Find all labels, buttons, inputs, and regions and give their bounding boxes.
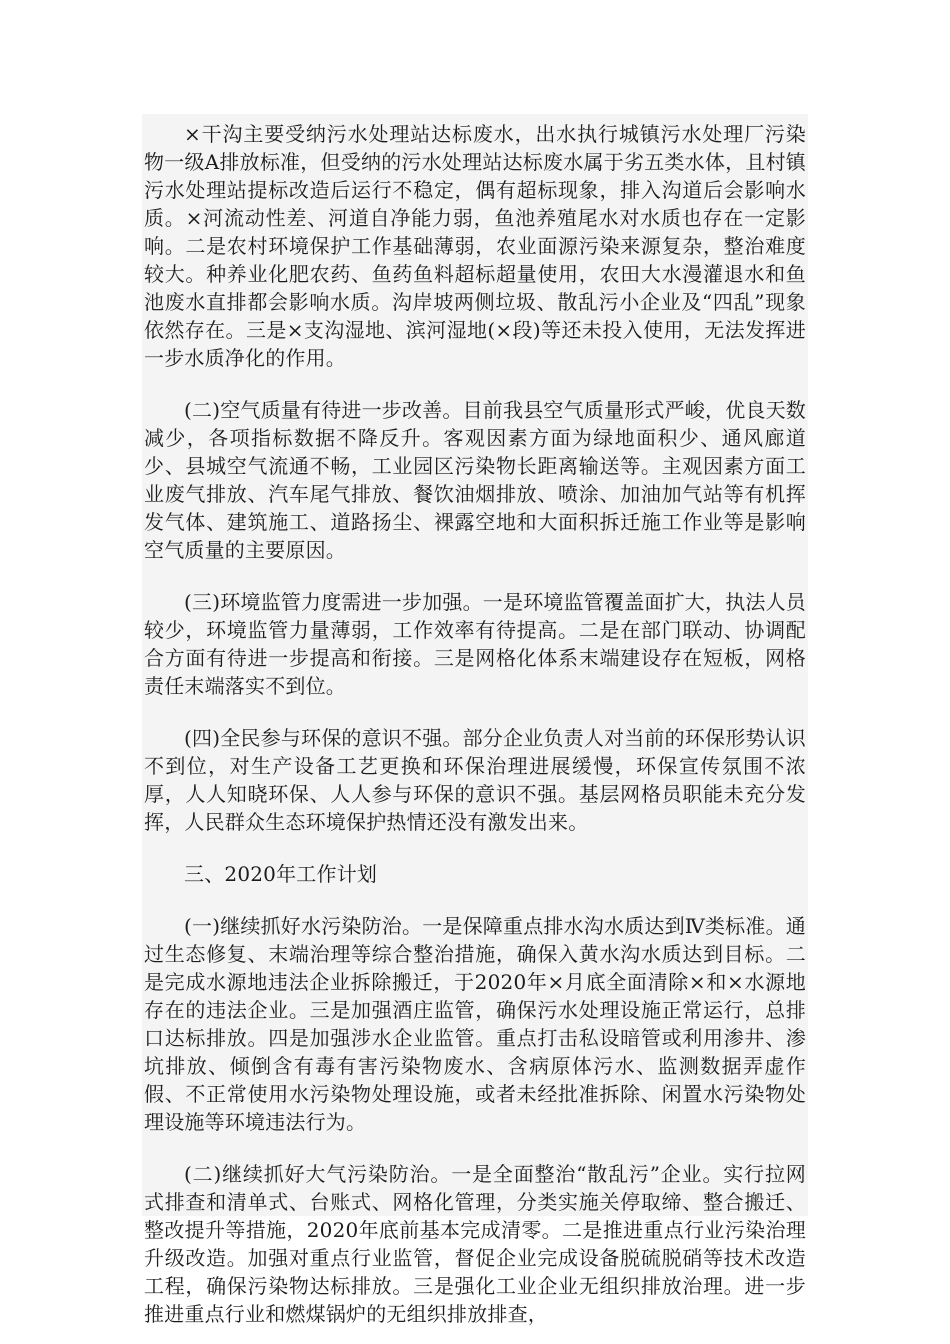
paragraph-water-pollution-prevention: (一)继续抓好水污染防治。一是保障重点排水沟水质达到Ⅳ类标准。通过生态修复、末端治理等综合整治措施，确保入黄水沟水质达到目标。二是完成水源地违法企业拆除搬迁，于2020年×月底全面清除×和×水源地存在的违法企业。三是加强酒庄监管，确保污水处理设施正常运行，总排口达标排放。四是加强涉水企业监管。重点打击私设暗管或利用渗井、渗坑排放、倾倒含有毒有害污染物废水、含病原体污水、监测数据弄虚作假、不正常使用水污染物处理设施，或者未经批准拆除、闲置水污染物处理设施等环境违法行为。: [144, 914, 806, 1134]
paragraph-water-quality-issues: ×干沟主要受纳污水处理站达标废水，出水执行城镇污水处理厂污染物一级A排放标准，但受纳的污水处理站达标废水属于劣五类水体，且村镇污水处理站提标改造后运行不稳定，偶有超标现象，排入沟道后会影响水质。×河流动性差、河道自净能力弱，鱼池养殖尾水对水质也存在一定影响。二是农村环境保护工作基础薄弱，农业面源污染来源复杂，整治难度较大。种养业化肥农药、鱼药鱼料超标超量使用，农田大水漫灌退水和鱼池废水直排都会影响水质。沟岸坡两侧垃圾、散乱污小企业及“四乱”现象依然存在。三是×支沟湿地、滨河湿地(×段)等还未投入使用，无法发挥进一步水质净化的作用。: [144, 122, 806, 370]
document-body: [142, 114, 808, 1326]
paragraph-air-quality: (二)空气质量有待进一步改善。目前我县空气质量形式严峻，优良天数减少，各项指标数据不降反升。客观因素方面为绿地面积少、通风廊道少、县城空气流通不畅，工业园区污染物长距离输送等。主观因素方面工业废气排放、汽车尾气排放、餐饮油烟排放、喷涂、加油加气站等有机挥发气体、建筑施工、道路扬尘、裸露空地和大面积拆迁施工作业等是影响空气质量的主要原因。: [144, 398, 807, 562]
paragraph-public-participation: (四)全民参与环保的意识不强。部分企业负责人对当前的环保形势认识不到位，对生产设备工艺更换和环保治理进展缓慢，环保宣传氛围不浓厚，人人知晓环保、人人参与环保的意识不强。基层网格员职能未充分发挥，人民群众生态环境保护热情还没有激发出来。: [144, 726, 807, 834]
section-heading-2020-plan: 三、2020年工作计划: [184, 862, 378, 886]
paragraph-environmental-supervision: (三)环境监管力度需进一步加强。一是环境监管覆盖面扩大，执法人员较少，环境监管力量薄弱，工作效率有待提高。二是在部门联动、协调配合方面有待进一步提高和衔接。三是网格化体系末端建设存在短板，网格责任末端落实不到位。: [144, 590, 807, 698]
paragraph-air-pollution-prevention: (二)继续抓好大气污染防治。一是全面整治“散乱污”企业。实行拉网式排查和清单式、台账式、网格化管理，分类实施关停取缔、整合搬迁、整改提升等措施，2020年底前基本完成清零。二是推进重点行业污染治理升级改造。加强对重点行业监管，督促企业完成设备脱硫脱硝等技术改造工程，确保污染物达标排放。三是强化工业企业无组织排放治理。进一步推进重点行业和燃煤锅炉的无组织排放排查，: [144, 1162, 806, 1326]
